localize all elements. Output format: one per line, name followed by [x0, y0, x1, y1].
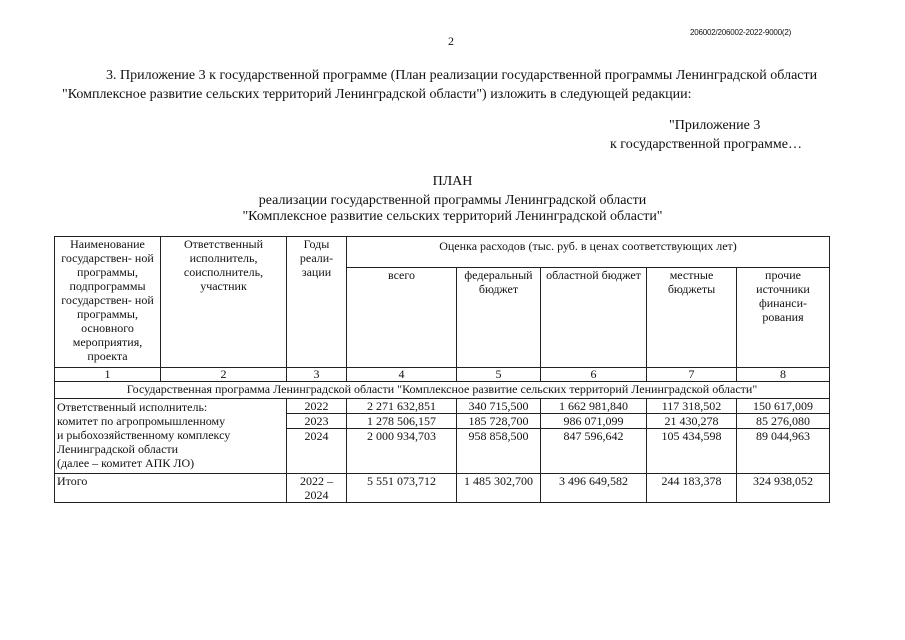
header-other: прочие источники финанси- рования	[737, 268, 830, 368]
header-cost-group: Оценка расходов (тыс. руб. в ценах соответствующих лет)	[347, 237, 830, 268]
row-local: 21 430,278	[647, 414, 737, 429]
row-other: 89 044,963	[737, 429, 830, 474]
appendix-heading-line2: к государственной программе…	[610, 137, 802, 152]
total-year: 2022 – 2024	[287, 474, 347, 503]
executor-line: Ответственный исполнитель:	[57, 400, 208, 414]
header-executor: Ответственный исполнитель, соисполнитель, участник	[161, 237, 287, 368]
item3-text-line2: "Комплексное развитие сельских территорий Ленинградской области") изложить в следующей редакции:	[62, 87, 692, 102]
header-total: всего	[347, 268, 457, 368]
row-total: 2 271 632,851	[347, 399, 457, 414]
row-local: 117 318,502	[647, 399, 737, 414]
row-other: 150 617,009	[737, 399, 830, 414]
col-number: 7	[647, 368, 737, 382]
row-regional: 1 662 981,840	[541, 399, 647, 414]
col-number: 3	[287, 368, 347, 382]
row-regional: 847 596,642	[541, 429, 647, 474]
executor-line: комитет по агропромышленному	[57, 414, 226, 428]
row-local: 105 434,598	[647, 429, 737, 474]
total-federal: 1 485 302,700	[457, 474, 541, 503]
header-federal: федеральный бюджет	[457, 268, 541, 368]
executor-line: и рыбохозяйственному комплексу	[57, 428, 231, 442]
row-year: 2024	[287, 429, 347, 474]
row-year: 2023	[287, 414, 347, 429]
col-number: 6	[541, 368, 647, 382]
executor-line: Ленинградской области	[57, 442, 179, 456]
col-number: 4	[347, 368, 457, 382]
row-total: 1 278 506,157	[347, 414, 457, 429]
plan-subtitle-2: "Комплексное развитие сельских территорий Ленинградской области"	[242, 209, 663, 224]
row-regional: 986 071,099	[541, 414, 647, 429]
row-total: 2 000 934,703	[347, 429, 457, 474]
plan-title: ПЛАН	[432, 174, 473, 189]
row-federal: 958 858,500	[457, 429, 541, 474]
col-number: 8	[737, 368, 830, 382]
executor-cell	[55, 399, 287, 474]
header-name: Наименование государствен- ной программы, подпрограммы государствен- ной программы, основного мероприятия, проекта	[55, 237, 161, 368]
row-year: 2022	[287, 399, 347, 414]
header-years: Годы реали- зации	[287, 237, 347, 368]
col-number: 2	[161, 368, 287, 382]
item3-text-line1: 3. Приложение 3 к государственной программе (План реализации государственной программы Ленинградской области	[106, 68, 818, 83]
row-other: 85 276,080	[737, 414, 830, 429]
total-label: Итого	[55, 474, 287, 503]
header-regional: областной бюджет	[541, 268, 647, 368]
document-code: 206002/206002-2022-9000(2)	[690, 28, 792, 37]
row-federal: 340 715,500	[457, 399, 541, 414]
plan-table	[54, 236, 830, 503]
col-number: 5	[457, 368, 541, 382]
total-other: 324 938,052	[737, 474, 830, 503]
plan-subtitle-1: реализации государственной программы Ленинградской области	[258, 193, 647, 208]
program-row: Государственная программа Ленинградской области "Комплексное развитие сельских территорий Ленинградской области"	[55, 382, 830, 399]
total-local: 244 183,378	[647, 474, 737, 503]
page-number: 2	[448, 34, 454, 48]
header-local: местные бюджеты	[647, 268, 737, 368]
total-total: 5 551 073,712	[347, 474, 457, 503]
appendix-heading-line1: "Приложение 3	[669, 118, 761, 133]
row-federal: 185 728,700	[457, 414, 541, 429]
executor-line: (далее – комитет АПК ЛО)	[57, 456, 195, 470]
total-regional: 3 496 649,582	[541, 474, 647, 503]
col-number: 1	[55, 368, 161, 382]
